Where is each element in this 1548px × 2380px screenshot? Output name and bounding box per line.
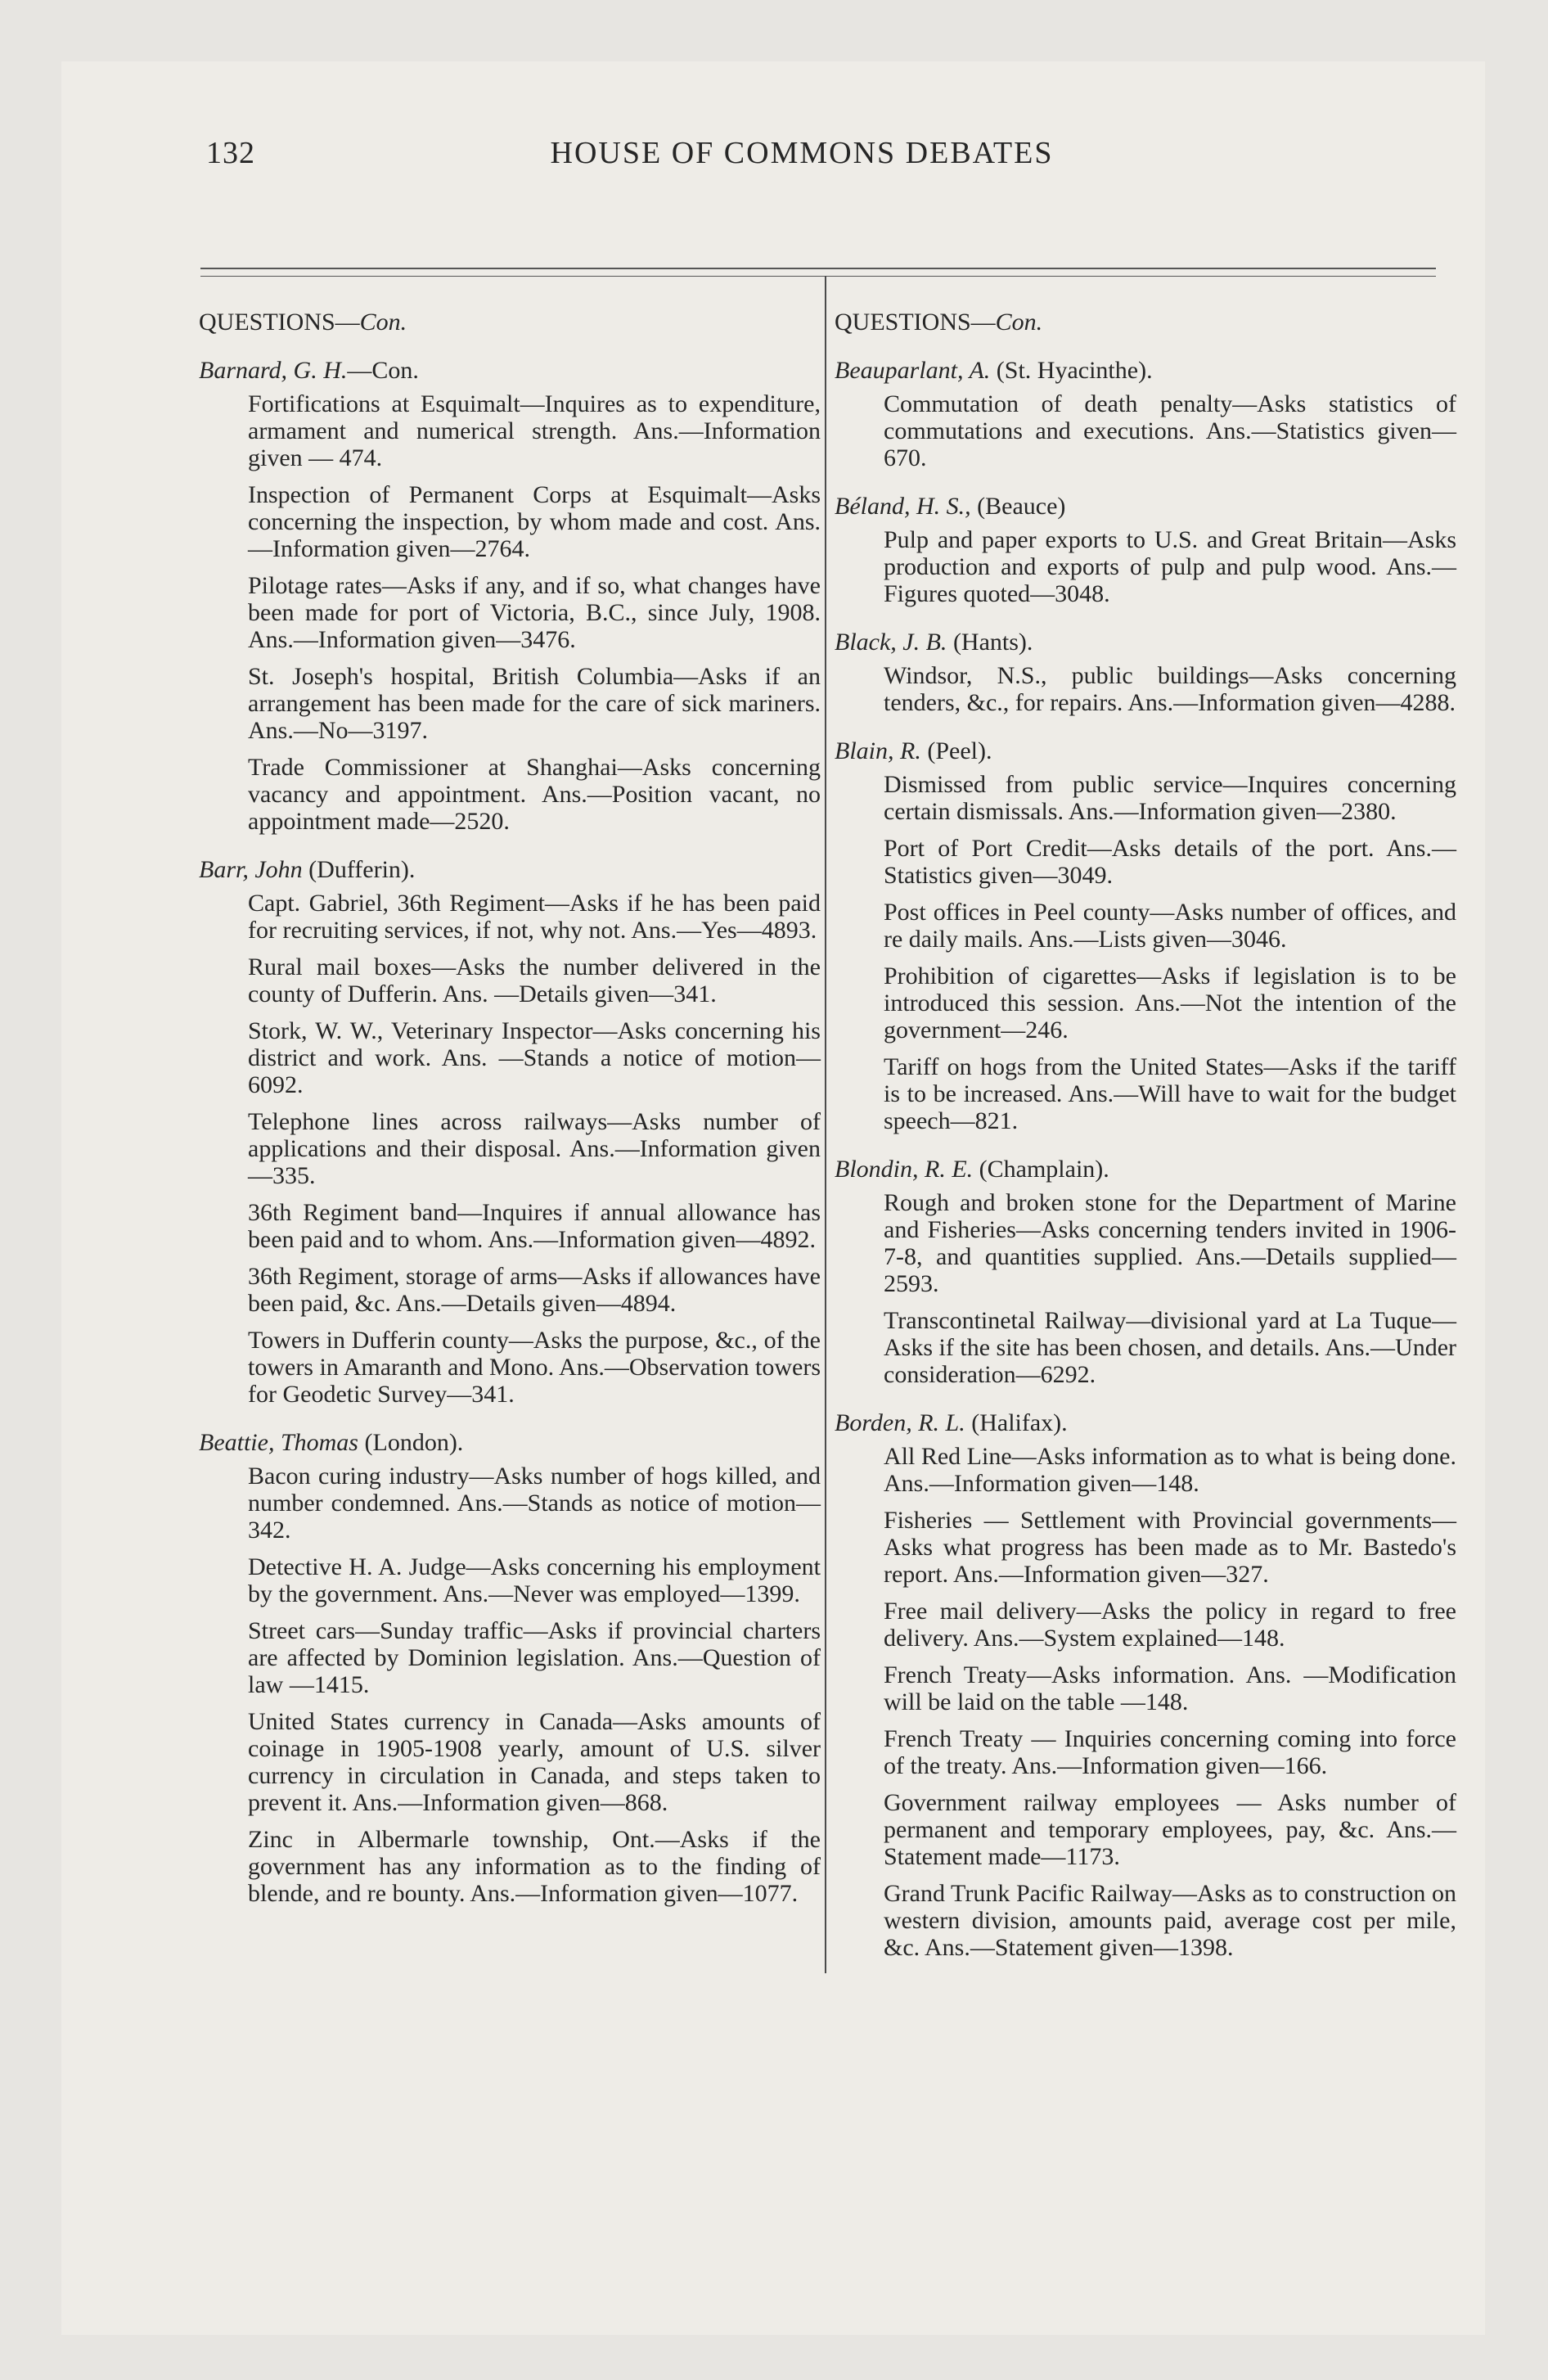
question-entry: United States currency in Canada—Asks amounts of coinage in 1905-1908 yearly, amount of U.S. silver currency in circulation in Canada, and steps taken to prevent it. Ans.—Information given—868. bbox=[248, 1708, 821, 1816]
member-riding: (Peel). bbox=[920, 737, 992, 764]
question-entry: All Red Line—Asks information as to what is being done. Ans.—Information given—148. bbox=[884, 1443, 1456, 1497]
question-entry: Windsor, N.S., public buildings—Asks concerning tenders, &c., for repairs. Ans.—Information given—4288. bbox=[884, 662, 1456, 716]
question-entry: Street cars—Sunday traffic—Asks if provincial charters are affected by Dominion legislation. Ans.—Question of law —1415. bbox=[248, 1617, 821, 1698]
question-entry: Port of Port Credit—Asks details of the port. Ans.—Statistics given—3049. bbox=[884, 835, 1456, 889]
question-entry: Trade Commissioner at Shanghai—Asks concerning vacancy and appointment. Ans.—Position vacant, no appointment made—2520. bbox=[248, 754, 821, 835]
question-entry: Fisheries — Settlement with Provincial governments—Asks what progress has been made as to Mr. Bastedo's report. Ans.—Information given—327. bbox=[884, 1507, 1456, 1588]
right-column bbox=[835, 309, 1456, 1971]
member-heading bbox=[835, 737, 1456, 764]
page-number: 132 bbox=[206, 136, 255, 170]
question-entry: French Treaty — Inquiries concerning coming into force of the treaty. Ans.—Information given—166. bbox=[884, 1725, 1456, 1779]
question-entry: Pulp and paper exports to U.S. and Great Britain—Asks production and exports of pulp and pulp wood. Ans.—Figures quoted—3048. bbox=[884, 526, 1456, 607]
question-entry: Rural mail boxes—Asks the number delivered in the county of Dufferin. Ans. —Details given—341. bbox=[248, 953, 821, 1007]
page bbox=[61, 61, 1485, 2335]
question-entry: Fortifications at Esquimalt—Inquires as to expenditure, armament and numerical strength. Ans.—Information given — 474. bbox=[248, 390, 821, 471]
member-riding: (Dufferin). bbox=[302, 856, 416, 883]
member-riding: (Champlain). bbox=[973, 1156, 1109, 1183]
member-heading bbox=[835, 493, 1456, 520]
question-entry: Capt. Gabriel, 36th Regiment—Asks if he has been paid for recruiting services, if not, why not. Ans.—Yes—4893. bbox=[248, 890, 821, 944]
question-entry: Pilotage rates—Asks if any, and if so, what changes have been made for port of Victoria, B.C., since July, 1908. Ans.—Information given—3476. bbox=[248, 572, 821, 653]
question-entry: Commutation of death penalty—Asks statistics of commutations and executions. Ans.—Statistics given—670. bbox=[884, 390, 1456, 471]
member-riding: —Con. bbox=[347, 357, 419, 384]
question-entry: St. Joseph's hospital, British Columbia—Asks if an arrangement has been made for the care of sick mariners. Ans.—No—3197. bbox=[248, 663, 821, 744]
member-heading bbox=[199, 1429, 821, 1456]
question-entry: Rough and broken stone for the Department of Marine and Fisheries—Asks concerning tenders invited in 1906-7-8, and quantities supplied. Ans.—Details supplied—2593. bbox=[884, 1189, 1456, 1297]
member-heading bbox=[199, 357, 821, 384]
column-divider bbox=[825, 276, 826, 1973]
member-name: Black, J. B. bbox=[835, 629, 947, 656]
member-riding: (Beauce) bbox=[970, 493, 1066, 520]
left-column bbox=[199, 309, 821, 1917]
page-header bbox=[143, 135, 1460, 192]
running-head: HOUSE OF COMMONS DEBATES bbox=[550, 136, 1054, 170]
question-entry: Bacon curing industry—Asks number of hogs killed, and number condemned. Ans.—Stands as notice of motion—342. bbox=[248, 1463, 821, 1544]
member-riding: (St. Hyacinthe). bbox=[990, 357, 1153, 384]
section-heading: QUESTIONS—Con. bbox=[835, 309, 1043, 336]
question-entry: Transcontinetal Railway—divisional yard at La Tuque—Asks if the site has been chosen, and details. Ans.—Under consideration—6292. bbox=[884, 1307, 1456, 1388]
question-entry: Telephone lines across railways—Asks number of applications and their disposal. Ans.—Information given—335. bbox=[248, 1108, 821, 1189]
question-entry: Government railway employees — Asks number of permanent and temporary employees, pay, &c. Ans.—Statement made—1173. bbox=[884, 1789, 1456, 1870]
question-entry: Towers in Dufferin county—Asks the purpose, &c., of the towers in Amaranth and Mono. Ans.—Observation towers for Geodetic Survey—341. bbox=[248, 1327, 821, 1408]
question-entry: 36th Regiment band—Inquires if annual allowance has been paid and to whom. Ans.—Information given—4892. bbox=[248, 1199, 821, 1253]
question-entry: Detective H. A. Judge—Asks concerning his employment by the government. Ans.—Never was employed—1399. bbox=[248, 1553, 821, 1607]
member-name: Béland, H. S., bbox=[835, 493, 971, 520]
question-entry: Stork, W. W., Veterinary Inspector—Asks concerning his district and work. Ans. —Stands a notice of motion—6092. bbox=[248, 1017, 821, 1098]
member-heading bbox=[199, 856, 821, 883]
member-heading bbox=[835, 629, 1456, 656]
question-entry: Grand Trunk Pacific Railway—Asks as to construction on western division, amounts paid, average cost per mile, &c. Ans.—Statement given—1398. bbox=[884, 1880, 1456, 1961]
member-name: Borden, R. L. bbox=[835, 1409, 965, 1436]
question-entry: Inspection of Permanent Corps at Esquimalt—Asks concerning the inspection, by whom made and cost. Ans.—Information given—2764. bbox=[248, 481, 821, 562]
member-heading bbox=[835, 1409, 1456, 1436]
member-name: Barr, John bbox=[199, 856, 303, 883]
question-entry: Dismissed from public service—Inquires concerning certain dismissals. Ans.—Information given—2380. bbox=[884, 771, 1456, 825]
member-riding: (Halifax). bbox=[965, 1409, 1068, 1436]
member-name: Barnard, G. H. bbox=[199, 357, 348, 384]
question-entry: Prohibition of cigarettes—Asks if legislation is to be introduced this session. Ans.—Not the intention of the government—246. bbox=[884, 962, 1456, 1044]
header-rule bbox=[200, 268, 1436, 269]
question-entry: Zinc in Albermarle township, Ont.—Asks if the government has any information as to the finding of blende, and re bounty. Ans.—Information given—1077. bbox=[248, 1826, 821, 1907]
member-name: Beauparlant, A. bbox=[835, 357, 991, 384]
question-entry: Free mail delivery—Asks the policy in regard to free delivery. Ans.—System explained—148. bbox=[884, 1598, 1456, 1652]
question-entry: French Treaty—Asks information. Ans. —Modification will be laid on the table —148. bbox=[884, 1661, 1456, 1715]
question-entry: Tariff on hogs from the United States—Asks if the tariff is to be increased. Ans.—Will have to wait for the budget speech—821. bbox=[884, 1053, 1456, 1134]
member-riding: (London). bbox=[358, 1429, 464, 1456]
section-heading: QUESTIONS—Con. bbox=[199, 309, 407, 336]
member-heading bbox=[835, 1156, 1456, 1183]
member-name: Blondin, R. E. bbox=[835, 1156, 974, 1183]
header-rule-thin bbox=[200, 276, 1436, 277]
member-name: Blain, R. bbox=[835, 737, 921, 764]
question-entry: 36th Regiment, storage of arms—Asks if allowances have been paid, &c. Ans.—Details given—4894. bbox=[248, 1263, 821, 1317]
member-riding: (Hants). bbox=[947, 629, 1033, 656]
member-heading bbox=[835, 357, 1456, 384]
question-entry: Post offices in Peel county—Asks number of offices, and re daily mails. Ans.—Lists given—3046. bbox=[884, 899, 1456, 953]
member-name: Beattie, Thomas bbox=[199, 1429, 358, 1456]
